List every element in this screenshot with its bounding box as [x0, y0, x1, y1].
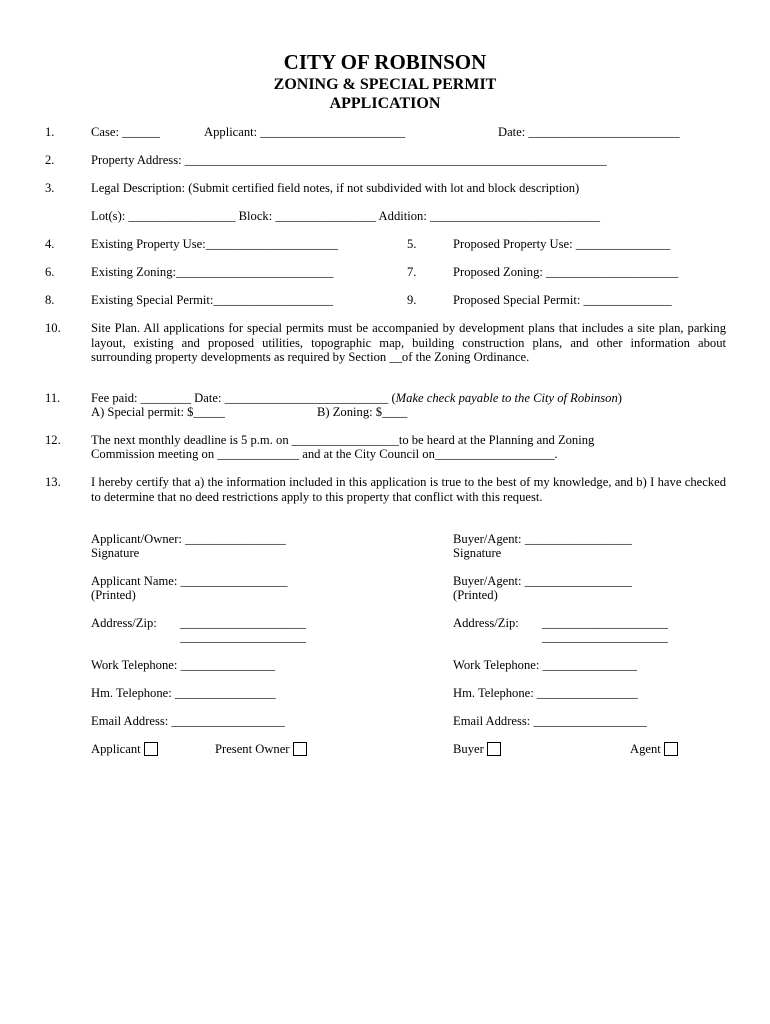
- agent-checkbox[interactable]: [664, 742, 678, 756]
- site-plan-paragraph: Site Plan. All applications for special permits must be accompanied by development plans that includes a site plan, parking layout, existing and proposed utilities, topographic map, building construction plans, and other information about surrounding property developments as required by Section __of the Zoning Ordinance.: [91, 321, 726, 364]
- item-number: 3.: [45, 181, 55, 195]
- item-number: 7.: [407, 265, 417, 279]
- item-number: 11.: [45, 391, 61, 405]
- form-title: CITY OF ROBINSON: [283, 50, 487, 74]
- lot-block-addition-fields[interactable]: Lot(s): _________________ Block: ________________ Addition: ___________________________: [91, 209, 600, 223]
- present-owner-checkbox[interactable]: [293, 742, 307, 756]
- address-zip-field-line2[interactable]: ____________________: [542, 630, 668, 644]
- applicant-field[interactable]: Applicant: _______________________: [204, 125, 406, 139]
- item-number: 12.: [45, 433, 61, 447]
- signature-label: Signature: [453, 546, 502, 560]
- agent-checkbox-label: Agent: [630, 742, 661, 756]
- work-telephone-field[interactable]: Work Telephone: _______________: [91, 658, 275, 672]
- special-permit-fee-field[interactable]: A) Special permit: $_____: [91, 405, 225, 419]
- close-paren: ): [617, 391, 622, 405]
- address-zip-field-line1[interactable]: ____________________: [180, 616, 306, 630]
- case-field[interactable]: Case: ______: [91, 125, 160, 139]
- address-zip-label: Address/Zip:: [453, 616, 519, 630]
- buyer-checkbox[interactable]: [487, 742, 501, 756]
- item-number: 13.: [45, 475, 61, 489]
- buyer-agent-name-field[interactable]: Buyer/Agent: _________________: [453, 574, 632, 588]
- item-number: 1.: [45, 125, 55, 139]
- applicant-checkbox-option[interactable]: [91, 742, 158, 757]
- home-telephone-field[interactable]: Hm. Telephone: ________________: [453, 686, 638, 700]
- signature-label: Signature: [91, 546, 140, 560]
- existing-zoning-field[interactable]: Existing Zoning:_________________________: [91, 265, 334, 279]
- form-subtitle-line1: ZONING & SPECIAL PERMIT: [273, 76, 497, 93]
- check-payable-note: Make check payable to the City of Robinson: [395, 391, 618, 405]
- proposed-property-use-field[interactable]: Proposed Property Use: _______________: [453, 237, 671, 251]
- legal-description-label: Legal Description: (Submit certified field notes, if not subdivided with lot and block description): [91, 181, 580, 195]
- item-number: 5.: [407, 237, 417, 251]
- deadline-line2[interactable]: Commission meeting on _____________ and at the City Council on___________________.: [91, 447, 558, 461]
- item-number: 10.: [45, 321, 61, 335]
- printed-label: (Printed): [91, 588, 136, 602]
- buyer-checkbox-label: Buyer: [453, 742, 484, 756]
- item-number: 2.: [45, 153, 55, 167]
- applicant-name-field[interactable]: Applicant Name: _________________: [91, 574, 288, 588]
- existing-property-use-field[interactable]: Existing Property Use:_____________________: [91, 237, 338, 251]
- date-field[interactable]: Date: ________________________: [498, 125, 680, 139]
- item-number: 6.: [45, 265, 55, 279]
- buyer-agent-signature-field[interactable]: Buyer/Agent: _________________: [453, 532, 632, 546]
- applicant-checkbox[interactable]: [144, 742, 158, 756]
- home-telephone-field[interactable]: Hm. Telephone: ________________: [91, 686, 276, 700]
- certification-paragraph: I hereby certify that a) the information included in this application is true to the best of my knowledge, and b) I have checked to determine that no deed restrictions apply to this property that conflict with this request.: [91, 475, 726, 504]
- applicant-owner-signature-field[interactable]: Applicant/Owner: ________________: [91, 532, 286, 546]
- address-zip-label: Address/Zip:: [91, 616, 157, 630]
- existing-special-permit-field[interactable]: Existing Special Permit:___________________: [91, 293, 334, 307]
- address-zip-field-line1[interactable]: ____________________: [542, 616, 668, 630]
- zoning-fee-field[interactable]: B) Zoning: $____: [317, 405, 408, 419]
- fee-paid-line[interactable]: [91, 391, 622, 406]
- applicant-checkbox-label: Applicant: [91, 742, 141, 756]
- property-address-field[interactable]: Property Address: ___________________________________________________________________: [91, 153, 607, 167]
- proposed-special-permit-field[interactable]: Proposed Special Permit: ______________: [453, 293, 672, 307]
- work-telephone-field[interactable]: Work Telephone: _______________: [453, 658, 637, 672]
- email-address-field[interactable]: Email Address: __________________: [91, 714, 285, 728]
- present-owner-checkbox-option[interactable]: [215, 742, 307, 757]
- item-number: 8.: [45, 293, 55, 307]
- deadline-line1[interactable]: The next monthly deadline is 5 p.m. on _________________to be heard at the Planning and Zoning: [91, 433, 595, 447]
- fee-paid-field[interactable]: Fee paid: ________ Date: __________________________ (: [91, 391, 396, 405]
- buyer-checkbox-option[interactable]: [453, 742, 501, 757]
- item-number: 4.: [45, 237, 55, 251]
- agent-checkbox-option[interactable]: [630, 742, 678, 757]
- form-subtitle-line2: APPLICATION: [329, 95, 441, 112]
- proposed-zoning-field[interactable]: Proposed Zoning: _____________________: [453, 265, 679, 279]
- present-owner-checkbox-label: Present Owner: [215, 742, 290, 756]
- item-number: 9.: [407, 293, 417, 307]
- address-zip-field-line2[interactable]: ____________________: [180, 630, 306, 644]
- email-address-field[interactable]: Email Address: __________________: [453, 714, 647, 728]
- printed-label: (Printed): [453, 588, 498, 602]
